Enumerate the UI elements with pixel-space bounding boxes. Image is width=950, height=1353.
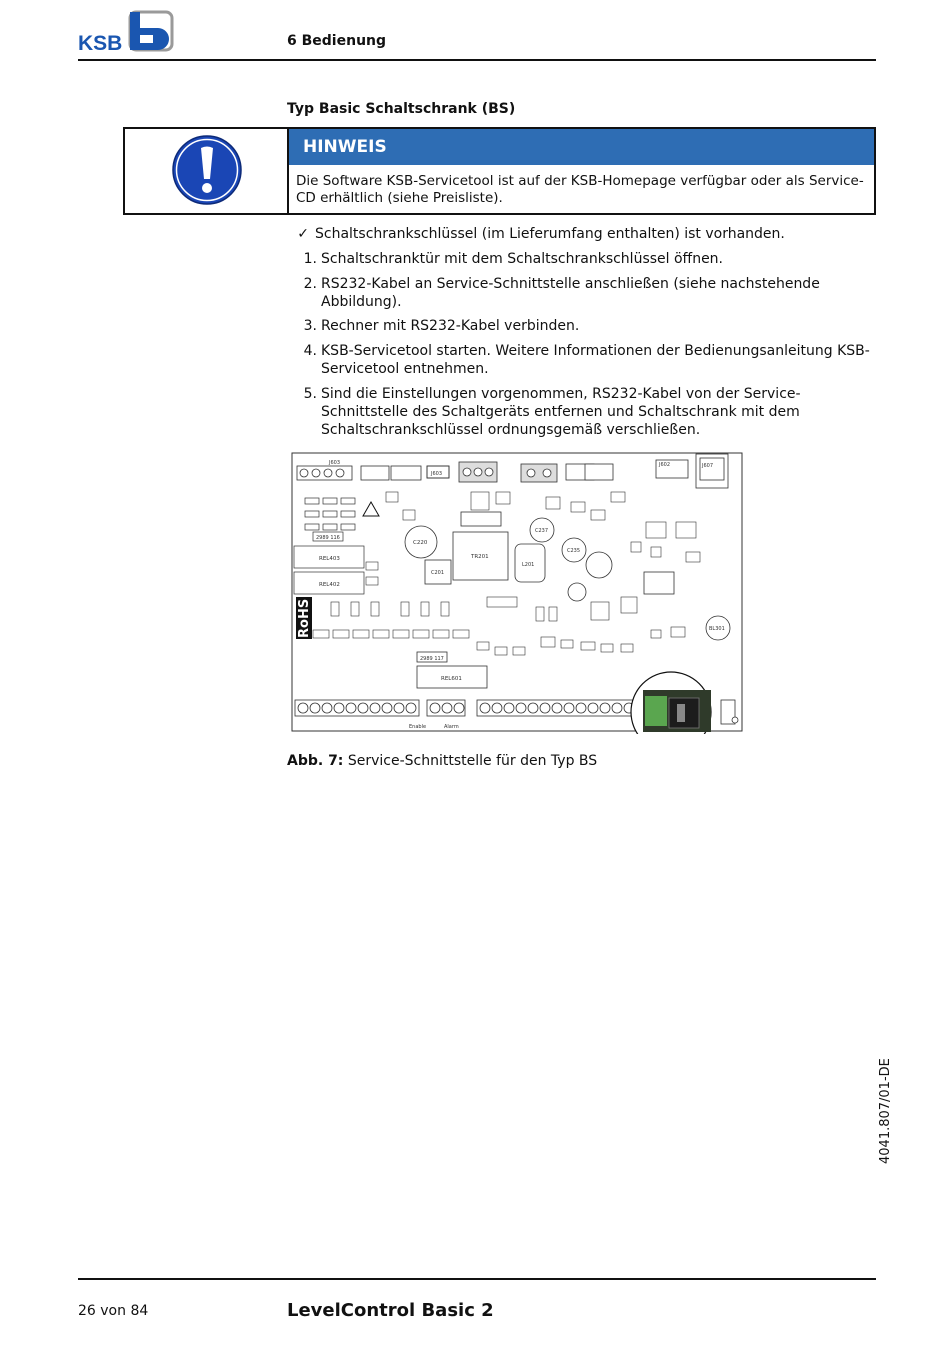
notice-box [123,127,876,215]
label-rel402: REL402 [319,582,340,588]
step-text: Rechner mit RS232-Kabel verbinden. [321,318,580,334]
label-c235: C235 [567,548,581,554]
logo-text: KSB [78,32,123,54]
notice-text: Die Software KSB-Servicetool ist auf der KSB-Homepage verfügbar oder als Service-CD erhältlich (siehe Preisliste). [296,173,864,206]
product-name: LevelControl Basic 2 [287,1300,494,1321]
step-text: RS232-Kabel an Service-Schnittstelle anschließen (siehe nachstehende Abbildung). [321,276,820,310]
label-c237: C237 [535,528,549,534]
step-number: 1. [303,251,317,267]
label-code-1: 2989 116 [316,535,340,541]
rohs-label: RoHS [297,598,312,638]
footer-rule [78,1278,876,1280]
header-rule [78,59,876,61]
label-c201: C201 [431,570,445,576]
check-icon: ✓ [297,226,309,242]
step-text: KSB-Servicetool starten. Weitere Informationen der Bedienungsanleitung KSB-Servicetool entnehmen. [321,343,870,377]
caption-text: Service-Schnittstelle für den Typ BS [347,753,598,769]
step-number: 2. [303,276,317,292]
step-number: 5. [303,386,317,402]
svg-text:J603: J603 [329,460,341,466]
document-id: 4041.807/01-DE [878,1058,893,1164]
label-rel403: REL403 [319,556,340,562]
label-rel601: REL601 [441,676,462,682]
ksb-logo [78,10,176,54]
prerequisite-text: Schaltschrankschlüssel (im Lieferumfang enthalten) ist vorhanden. [315,226,785,242]
notice-heading: HINWEIS [289,129,874,165]
step-text: Schaltschranktür mit dem Schaltschrankschlüssel öffnen. [321,251,724,267]
figure-caption [287,753,597,769]
circuit-board-figure [291,452,744,734]
caption-label: Abb. 7: [287,753,344,769]
label-c220: C220 [413,540,428,546]
step-text: Sind die Einstellungen vorgenommen, RS232-Kabel von der Service-Schnittstelle des Schaltgeräts entfernen und Schaltschrank mit dem Schaltschrankschlüssel ordnungsgemäß verschließen. [321,386,801,438]
label-j602: J602 [659,462,671,468]
label-alarm: Alarm [444,724,459,730]
step-number: 3. [303,318,317,334]
label-enable: Enable [409,724,427,730]
step-number: 4. [303,343,317,359]
label-j603: J603 [431,471,443,477]
label-j607: J607 [702,463,714,469]
notice-icon-cell [125,129,289,213]
chapter-title: 6 Bedienung [287,33,387,49]
label-bl301: BL301 [709,626,725,632]
label-tr201: TR201 [471,554,489,560]
exclamation-icon [172,135,242,205]
label-code-2: 2989 117 [420,656,444,662]
page-number: 26 von 84 [78,1303,149,1319]
section-title: Typ Basic Schaltschrank (BS) [287,101,516,117]
label-l201: L201 [522,562,535,568]
